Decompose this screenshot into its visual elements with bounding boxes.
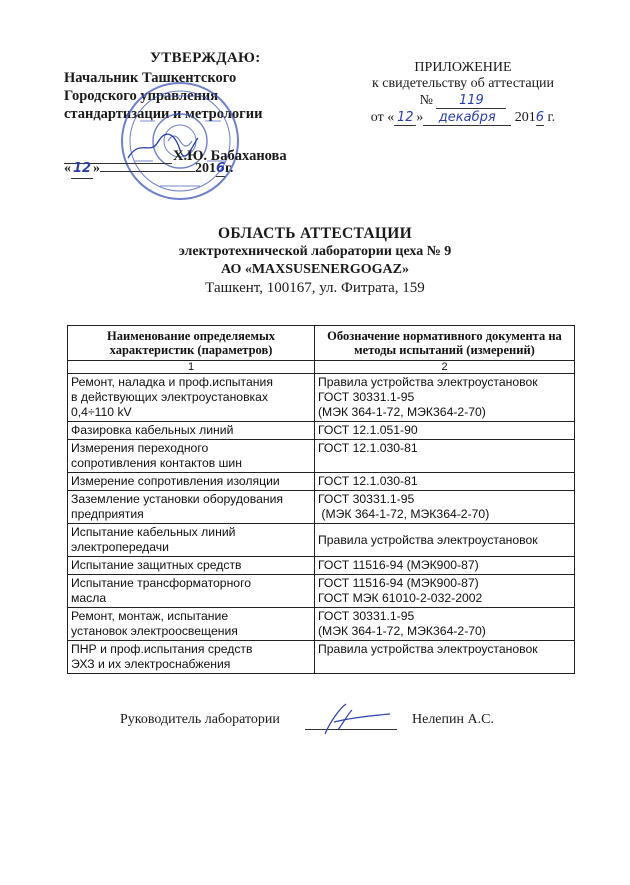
row-document [315, 524, 575, 557]
cell-line: (МЭК 364-1-72, МЭК364-2-70) [318, 624, 486, 638]
cell-line: 0,4÷110 kV [71, 405, 132, 419]
cell-line: в действующих электроустановках [71, 390, 269, 404]
cell-line: Ремонт, монтаж, испытание [71, 609, 229, 623]
approval-date-open: « [64, 161, 71, 176]
row-parameter [68, 491, 315, 524]
cell-line: Заземление установки оборудования [71, 492, 283, 506]
row-document [315, 473, 575, 491]
document-title: ОБЛАСТЬ АТТЕСТАЦИИ [218, 225, 412, 242]
row-document [315, 575, 575, 608]
cell-line: Фазировка кабельных линий [71, 423, 234, 437]
row-document [315, 608, 575, 641]
row-parameter [68, 641, 315, 674]
approval-position-line-2: Городского управления [64, 88, 219, 104]
appendix-number [333, 93, 593, 109]
cell-line: (МЭК 364-1-72, МЭК364-2-70) [318, 405, 486, 419]
appendix-date-month: декабря [423, 110, 511, 126]
table-row [68, 608, 575, 641]
appendix-date-day: 12 [394, 110, 416, 126]
document-address: Ташкент, 100167, ул. Фитрата, 159 [205, 280, 425, 296]
cell-line: масла [71, 591, 107, 605]
column-number-1: 1 [68, 361, 315, 374]
table-row [68, 473, 575, 491]
cell-line: установок электроосвещения [71, 624, 238, 638]
row-document [315, 557, 575, 575]
cell-line: ГОСТ 12.1.030-81 [318, 474, 418, 488]
cell-line: сопротивления контактов шин [71, 456, 242, 470]
cell-line: Измерения переходного [71, 441, 209, 455]
cell-line: ГОСТ 12.1.030-81 [318, 441, 418, 455]
footer-role: Руководитель лаборатории [120, 712, 280, 727]
row-parameter [68, 575, 315, 608]
table-column-numbers [68, 361, 575, 374]
table-row [68, 374, 575, 422]
table-row [68, 524, 575, 557]
table-row [68, 641, 575, 674]
appendix-title: ПРИЛОЖЕНИЕ [414, 60, 512, 75]
cell-line: Измерение сопротивления изоляции [71, 474, 280, 488]
approval-position-line-1: Начальник Ташкентского [64, 70, 237, 86]
cell-line: ГОСТ МЭК 61010-2-032-2002 [318, 591, 483, 605]
table-row [68, 422, 575, 440]
cell-line: Испытание защитных средств [71, 558, 242, 572]
cell-line: Правила устройства электроустановок [318, 532, 538, 547]
cell-line: ГОСТ 30331.1-95 [318, 492, 415, 506]
appendix-date-prefix: от « [370, 110, 395, 125]
row-parameter [68, 422, 315, 440]
approval-date [64, 160, 233, 179]
cell-line: Правила устройства электроустановок [318, 642, 538, 656]
row-document [315, 440, 575, 473]
appendix-number-value: 119 [436, 93, 506, 109]
approval-date-suffix: г. [225, 161, 234, 176]
approval-signer-name: Х.Ю. Бабаханова [173, 148, 287, 164]
appendix-subtitle: к свидетельству об аттестации [371, 76, 555, 91]
row-document [315, 491, 575, 524]
approval-date-mid: » [93, 161, 100, 176]
cell-line: ПНР и проф.испытания средств [71, 642, 253, 656]
cell-line: Испытание трансформаторного [71, 576, 252, 590]
document-subtitle-company: АО «MAXSUSENERGOGAZ» [221, 262, 409, 277]
appendix-date-year: 201 [514, 110, 536, 125]
row-parameter [68, 374, 315, 422]
cell-line: Правила устройства электроустановок [318, 375, 538, 389]
approval-heading: УТВЕРЖДАЮ: [150, 50, 261, 66]
cell-line: ГОСТ 30331.1-95 [318, 390, 415, 404]
cell-line: ЭХЗ и их электроснабжения [71, 657, 231, 671]
footer-name: Нелепин А.С. [412, 712, 494, 727]
table-row [68, 575, 575, 608]
row-parameter [68, 524, 315, 557]
appendix-date-suffix: г. [547, 110, 556, 125]
table-header-documents: Обозначение нормативного документа на методы испытаний (измерений) [315, 326, 575, 361]
appendix-date-mid: » [416, 110, 424, 125]
cell-line: предприятия [71, 507, 144, 521]
approval-date-year: 201 [195, 161, 216, 176]
table-row [68, 491, 575, 524]
cell-line: (МЭК 364-1-72, МЭК364-2-70) [318, 507, 490, 521]
table-row [68, 557, 575, 575]
column-number-2: 2 [315, 361, 575, 374]
approval-date-year-digit: 6 [216, 161, 226, 176]
row-parameter [68, 473, 315, 491]
row-parameter [68, 608, 315, 641]
cell-line: ГОСТ 30331.1-95 [318, 609, 415, 623]
cell-line: Ремонт, наладка и проф.испытания [71, 375, 273, 389]
appendix-number-label: № [419, 93, 433, 108]
row-parameter [68, 440, 315, 473]
cell-line: ГОСТ 12.1.051-90 [318, 423, 418, 437]
approval-position-line-3: стандартизации и метрологии [64, 106, 263, 122]
cell-line: Испытание кабельных линий [71, 525, 236, 539]
table-header-parameters: Наименование определяемых характеристик (параметров) [68, 326, 315, 361]
document-subtitle-lab: электротехнической лаборатории цеха № 9 [178, 244, 452, 259]
appendix-date-year-digit: 6 [535, 110, 545, 125]
row-document [315, 422, 575, 440]
row-document [315, 641, 575, 674]
cell-line: ГОСТ 11516-94 (МЭК900-87) [318, 558, 479, 572]
table-row [68, 440, 575, 473]
head-signature [300, 700, 395, 740]
approval-date-day: 12 [71, 160, 93, 179]
row-document [315, 374, 575, 422]
appendix-date [333, 110, 593, 126]
cell-line: электропередачи [71, 540, 169, 554]
row-parameter [68, 557, 315, 575]
cell-line: ГОСТ 11516-94 (МЭК900-87) [318, 576, 479, 590]
attestation-table [67, 325, 575, 674]
table-header-row [68, 326, 575, 361]
